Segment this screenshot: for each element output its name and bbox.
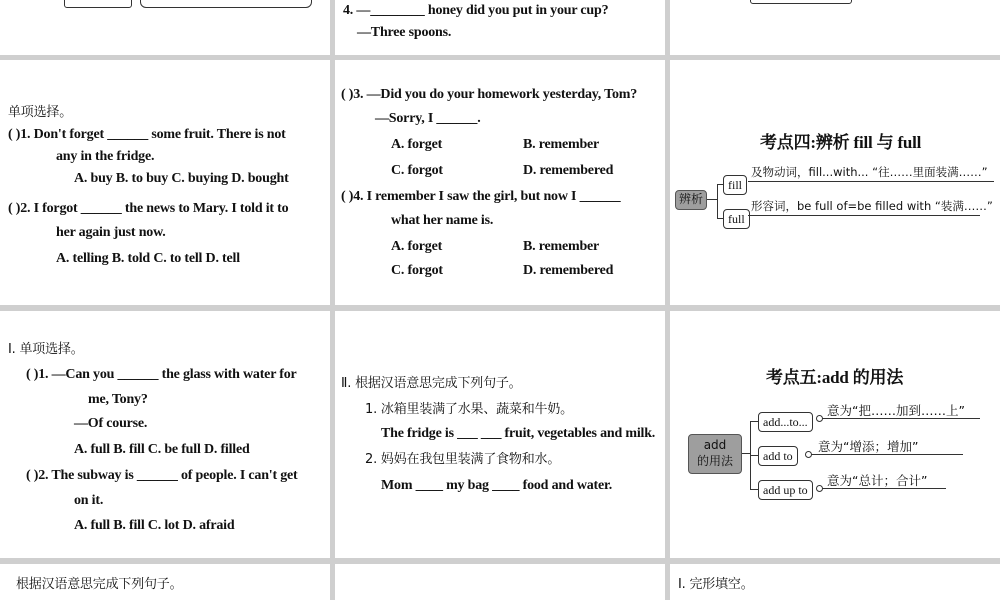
fill-description: 及物动词，fill...with... “往……里面装满……”	[751, 165, 988, 179]
question-3-cont: —Sorry, I ______.	[375, 111, 481, 126]
answer-4: —Three spoons.	[357, 25, 452, 40]
panel-top-left	[0, 0, 330, 55]
panel-bottom-middle	[335, 564, 665, 600]
underline	[748, 215, 980, 216]
question-1-cont: any in the fridge.	[56, 149, 155, 164]
map-root-add	[688, 434, 742, 474]
question-4: 4. —________ honey did you put in your cup?	[343, 3, 609, 18]
section-heading: Ⅱ. 根据汉语意思完成下列句子。	[341, 376, 522, 391]
question-1-cont: me, Tony?	[88, 392, 148, 407]
panel-bottom-right	[670, 564, 1000, 600]
question-2: ( )2. I forgot ______ the news to Mary. I told it to	[8, 201, 289, 216]
question-3-option-a: A. forget	[391, 137, 443, 152]
question-1: ( )1. Don't forget ______ some fruit. There is not	[8, 127, 286, 142]
connector	[707, 199, 717, 200]
map-branch-add-to-something: add...to...	[758, 412, 813, 432]
point-four-title: 考点四:辨析 fill 与 full	[760, 133, 922, 152]
connector	[750, 421, 758, 422]
question-4-cont: what her name is.	[391, 213, 494, 228]
panel-exercise-2	[335, 60, 665, 305]
question-1-options: A. buy B. to buy C. buying D. bought	[74, 171, 289, 186]
panel-exercise-3	[0, 311, 330, 558]
point-five-title: 考点五:add 的用法	[766, 368, 904, 387]
section-heading: 根据汉语意思完成下列句子。	[16, 577, 183, 592]
question-1-answer: —Of course.	[74, 416, 148, 431]
map-root-distinguish: 辨析	[675, 190, 707, 210]
section-heading: Ⅰ. 单项选择。	[8, 342, 84, 357]
question-4-option-d: D. remembered	[523, 263, 614, 278]
section-heading: Ⅰ. 完形填空。	[678, 577, 754, 592]
map-box-fragment	[140, 0, 312, 8]
root-label-line-2: 的用法	[696, 454, 733, 468]
question-2-cont: on it.	[74, 493, 104, 508]
sentence-1-chinese: 1. 冰箱里装满了水果、蔬菜和牛奶。	[365, 402, 573, 417]
question-4-option-c: C. forgot	[391, 263, 443, 278]
map-branch-add-up-to: add up to	[758, 480, 813, 500]
root-label-line-1: add	[703, 438, 727, 452]
map-branch-add-to: add to	[758, 446, 798, 466]
question-2-cont: her again just now.	[56, 225, 166, 240]
question-4-option-a: A. forget	[391, 239, 443, 254]
connector	[750, 489, 758, 490]
question-2: ( )2. The subway is ______ of people. I can't get	[26, 468, 298, 483]
add-up-to-description: 意为“总计；合计”	[827, 473, 928, 488]
panel-top-middle	[335, 0, 665, 55]
section-heading: 单项选择。	[8, 105, 73, 120]
full-description: 形容词，be full of=be filled with “装满……”	[751, 199, 993, 213]
map-box-fragment	[750, 0, 852, 4]
panel-exercise-4	[335, 311, 665, 558]
map-branch-fill: fill	[723, 175, 747, 195]
question-3-option-d: D. remembered	[523, 163, 614, 178]
sentence-2-chinese: 2. 妈妈在我包里装满了食物和水。	[365, 452, 561, 467]
connector	[750, 455, 758, 456]
underline	[748, 181, 994, 182]
panel-point-four	[670, 60, 1000, 305]
question-3-option-c: C. forgot	[391, 163, 443, 178]
panel-bottom-left	[0, 564, 330, 600]
question-2-options: A. full B. fill C. lot D. afraid	[74, 518, 235, 533]
question-2-options: A. telling B. told C. to tell D. tell	[56, 251, 240, 266]
sentence-1-english: The fridge is ___ ___ fruit, vegetables and milk.	[381, 426, 656, 441]
map-branch-full: full	[723, 209, 750, 229]
connector	[717, 184, 718, 218]
add-to-something-description: 意为“把……加到……上”	[827, 403, 965, 418]
map-box-fragment	[64, 0, 132, 8]
panel-exercise-1	[0, 60, 330, 305]
question-3-option-b: B. remember	[523, 137, 600, 152]
question-1-options: A. full B. fill C. be full D. filled	[74, 442, 250, 457]
add-to-description: 意为“增添；增加”	[818, 439, 919, 454]
panel-top-right	[670, 0, 1000, 55]
question-4-option-b: B. remember	[523, 239, 600, 254]
connector	[742, 453, 750, 454]
panel-point-five	[670, 311, 1000, 558]
question-1: ( )1. —Can you ______ the glass with water for	[26, 367, 297, 382]
sentence-2-english: Mom ____ my bag ____ food and water.	[381, 478, 613, 493]
question-3: ( )3. —Did you do your homework yesterday, Tom?	[341, 87, 638, 102]
question-4: ( )4. I remember I saw the girl, but now I ______	[341, 189, 621, 204]
